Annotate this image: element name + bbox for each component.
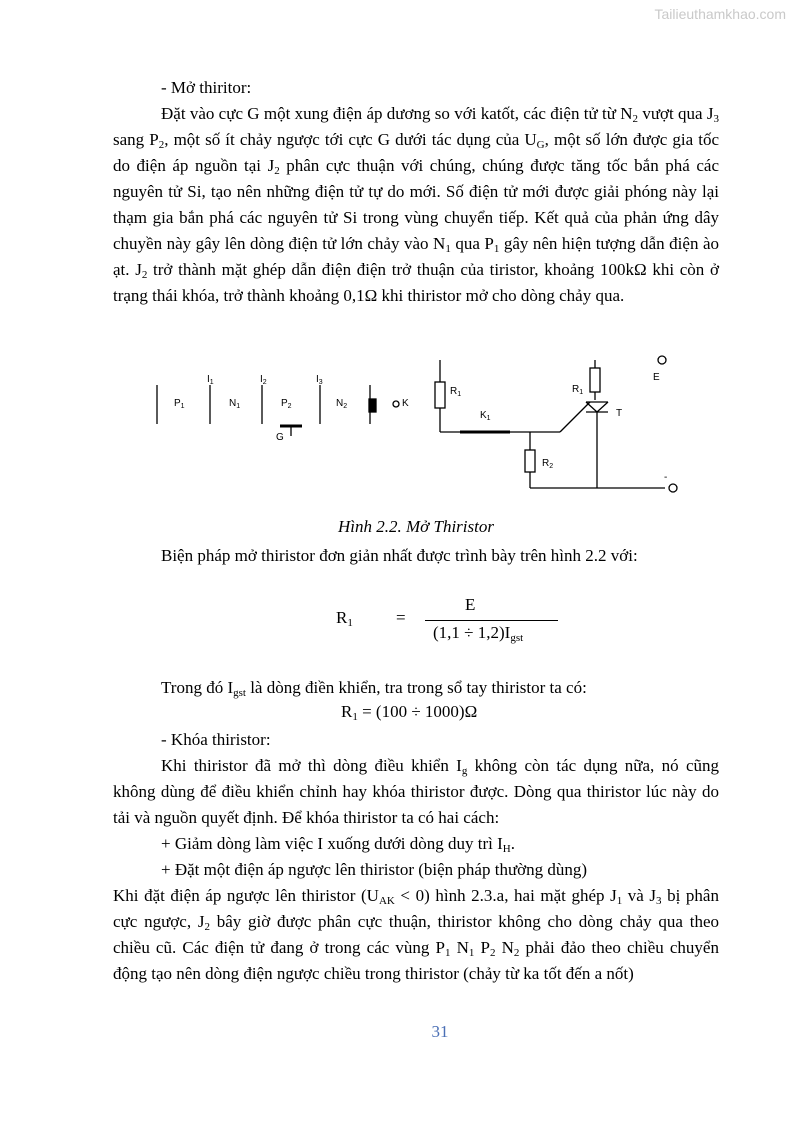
formula-r1-range: $R_1 = (100 \div 1000)\Omega$ — [341, 702, 478, 723]
label-e: E — [653, 372, 660, 383]
paragraph-trong-do: Trong đó $I_{gst}$ là dòng điền khiển, tra trong sổ tay thiristor ta có: — [161, 678, 587, 699]
formula-numerator: E — [465, 595, 476, 614]
label-k: K — [402, 398, 409, 409]
paragraph-khoa-thiristor: Khi thiristor đã mở thì dòng điều khiển $I_g$ không còn tác dụng nữa, nó cũng không dùng để điều khiển chỉnh hay khóa thiristor được. Dòng qua thiristor lúc này do tải và nguồn quyết định. Để khóa thiristor ta có hai cách: — [113, 756, 720, 827]
section-heading-mo: - Mở thiritor: — [161, 78, 252, 97]
label-j3: $I_3$ — [316, 374, 323, 386]
watermark: Tailieuthamkhao.com — [654, 6, 786, 22]
label-t: T — [616, 408, 623, 419]
label-r1-right: $R_1$ — [572, 384, 584, 396]
label-n1: $N_1$ — [229, 398, 241, 410]
label-minus: - — [664, 472, 668, 483]
section-heading-khoa: - Khóa thiristor: — [161, 730, 271, 749]
label-r1-left: $R_1$ — [450, 386, 462, 398]
paragraph-bien-phap: Biện pháp mở thiristor đơn giản nhất được trình bày trên hình 2.2 với: — [161, 546, 638, 565]
formula-equals: = — [396, 608, 406, 627]
label-p1: $P_1$ — [174, 398, 185, 410]
label-k1: $K_1$ — [480, 410, 491, 422]
formula-lhs: $R_1$ — [336, 608, 353, 629]
page-number: 31 — [431, 1022, 449, 1041]
label-n2: $N_2$ — [336, 398, 348, 410]
label-j2: $I_2$ — [260, 374, 267, 386]
formula-denominator: $(1,1 \div 1,2)I_{gst}$ — [433, 623, 524, 644]
bullet-dat-dien-ap: + Đặt một điện áp ngược lên thiristor (biện pháp thường dùng) — [161, 860, 588, 879]
fraction-line — [425, 620, 558, 621]
label-p2: $P_2$ — [281, 398, 292, 410]
label-j1: $I_1$ — [207, 374, 214, 386]
figure-caption: Hình 2.2. Mở Thiristor — [338, 517, 494, 536]
label-g: G — [276, 432, 284, 443]
bullet-giam-dong: + Giảm dòng làm việc I xuống dưới dòng duy trì $I_H$. — [161, 834, 515, 855]
paragraph-dien-ap-nguoc: Khi đặt điện áp ngược lên thiristor $(U_{AK} < 0)$ hình 2.3.a, hai mặt ghép $J_1$ và $J_3$ bị phân cực ngược, $J_2$ bây giờ được phân cực thuận, thiristor không cho dòng chảy qua theo chiều cũ. Các điện tử đang ở trong các vùng $P_1$ $N_1$ $P_2$ $N_2$ phải đảo theo chiều chuyển động tạo nên dòng điện ngược chiều trong thiristor (chảy từ ka tốt đến a nốt) — [113, 886, 719, 983]
label-r2: $R_2$ — [542, 458, 554, 470]
thiristor-diagram — [140, 352, 700, 502]
paragraph-mo-thiristor: Đặt vào cực G một xung điện áp dương so với katốt, các điện tử từ $N_2$ vượt qua $J_3$ sang $P_2$, một số ít chảy ngược tới cực G dưới tác dụng của $U_G$, một số lớn được gia tốc do điện áp nguồn tại $J_2$ phân cực thuận với chúng, chúng được tăng tốc bắn phá các nguyên tử Si, tạo nên những điện tử tự do mới. Số điện tử mới được giải phóng này lại thạm gia bắn phá các nguyên tử Si trong vùng chuyển tiếp. Kết quả của phản ứng dây chuyền này gây lên dòng điện tử lớn chảy vào $N_1$ qua $P_1$ gây nên hiện tượng dẫn điện ào ạt. $J_2$ trở thành mặt ghép dẫn điện điện trở thuận của tiristor, khoảng 100kΩ khi còn ở trạng thái khóa, trở thành khoảng 0,1Ω khi thiristor mở cho dòng chảy qua. — [113, 104, 720, 305]
